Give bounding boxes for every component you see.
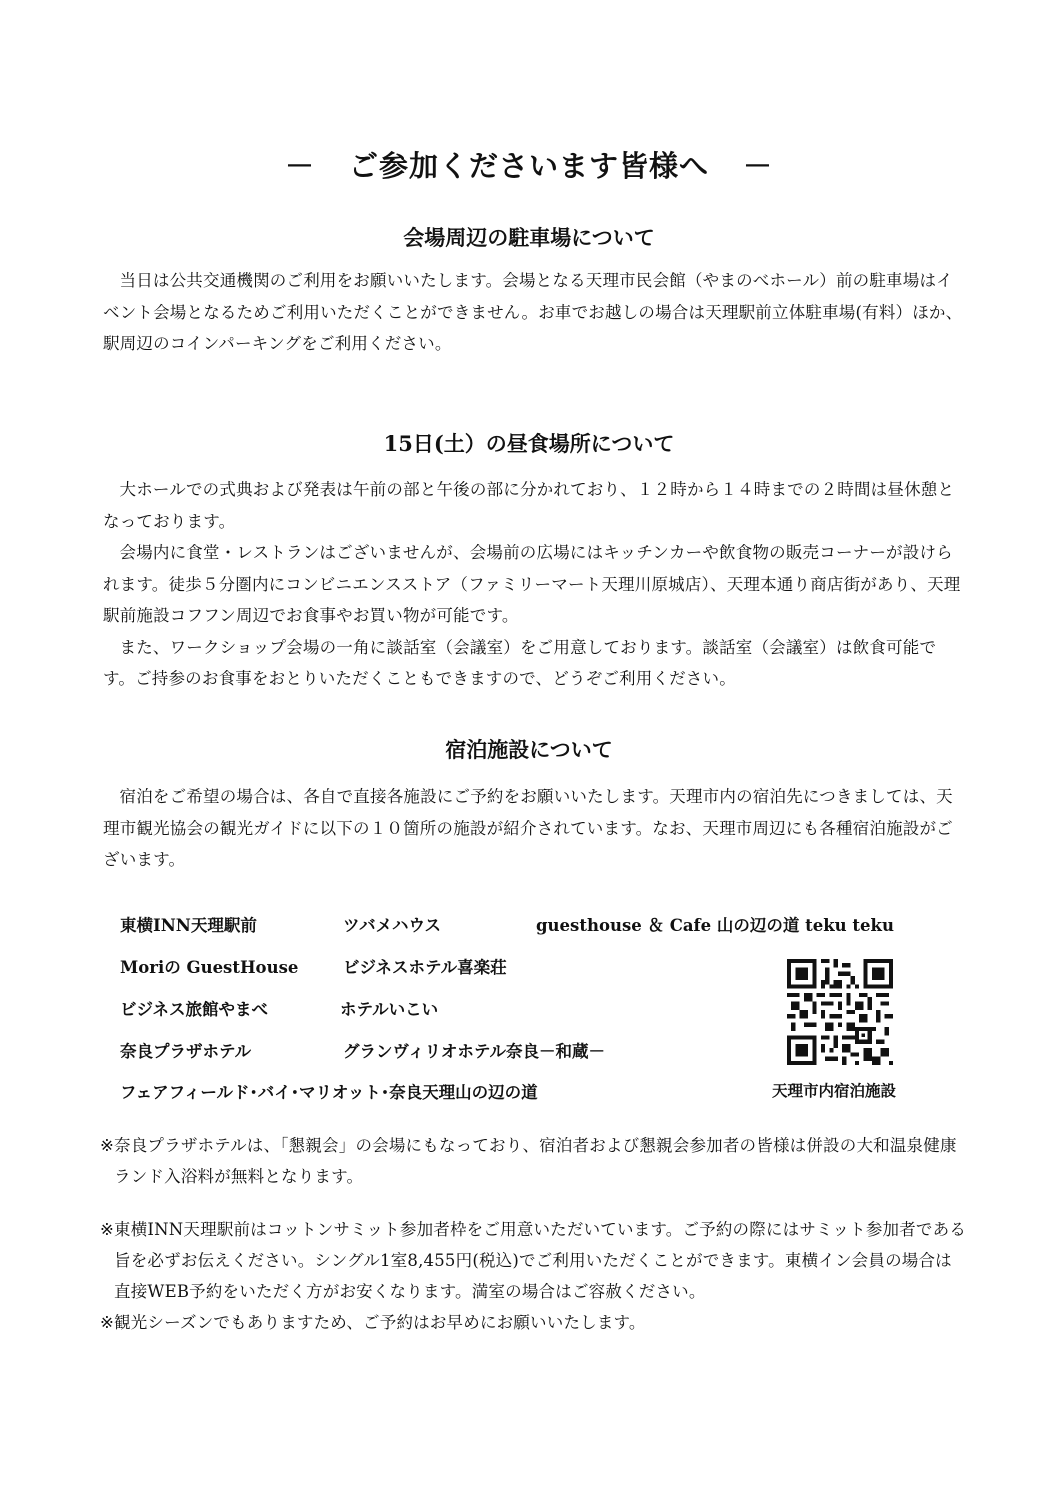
hotel-item: ビジネス旅館やまべ bbox=[120, 1000, 269, 1019]
hotel-item: Moriの GuestHouse bbox=[120, 958, 299, 977]
note-mark: ※ bbox=[100, 1313, 115, 1332]
note-text: 観光シーズンでもありますため、ご予約はお早めにお願いいたします。 bbox=[114, 1313, 646, 1332]
lunch-heading: 15日(土）の昼食場所について bbox=[383, 431, 675, 456]
hotel-item: グランヴィリオホテル奈良－和蔵－ bbox=[343, 1042, 606, 1061]
title-dash-right: － bbox=[743, 149, 774, 183]
lunch-section bbox=[103, 474, 963, 695]
lodging-section bbox=[103, 781, 963, 876]
parking-heading: 会場周辺の駐車場について bbox=[403, 225, 655, 250]
lodging-heading: 宿泊施設について bbox=[445, 737, 613, 762]
qr-code-icon[interactable] bbox=[787, 959, 893, 1065]
notes-section bbox=[100, 1130, 966, 1338]
hotel-item: 奈良プラザホテル bbox=[120, 1042, 252, 1061]
lunch-paragraph-1: 大ホールでの式典および発表は午前の部と午後の部に分かれており、１２時から１４時までの２時間は昼休憩となっております。 bbox=[103, 480, 955, 531]
hotel-item: ツバメハウス bbox=[343, 916, 442, 935]
lunch-paragraph-3: また、ワークショップ会場の一角に談話室（会議室）をご用意しております。談話室（会議室）は飲食可能です。ご持参のお食事をおとりいただくこともできますので、どうぞご利用ください。 bbox=[103, 637, 937, 688]
note-item bbox=[100, 1307, 966, 1338]
lodging-paragraph: 宿泊をご希望の場合は、各自で直接各施設にご予約をお願いいたします。天理市内の宿泊先につきましては、天理市観光協会の観光ガイドに以下の１０箇所の施設が紹介されています。なお、天理市周辺にも各種宿泊施設がございます。 bbox=[103, 787, 953, 869]
hotel-item: 東横INN天理駅前 bbox=[120, 916, 257, 935]
hotel-item: フェアフィールド･バイ･マリオット･奈良天理山の辺の道 bbox=[120, 1083, 538, 1102]
hotel-item: ホテルいこい bbox=[340, 1000, 439, 1019]
note-text: 東横INN天理駅前はコットンサミット参加者枠をご用意いただいています。ご予約の際にはサミット参加者である旨を必ずお伝えください。シングル1室8,455円(税込)でご利用いただくことができます。東横イン会員の場合は直接WEB予約をいただく方がお安くなります。満室の場合はご容赦ください。 bbox=[114, 1220, 967, 1301]
lunch-paragraph-2: 会場内に食堂・レストランはございませんが、会場前の広場にはキッチンカーや飲食物の販売コーナーが設けられます。徒歩５分圏内にコンビニエンスストア（ファミリーマート天理川原城店）、天理本通り商店街があり、天理駅前施設コフフン周辺でお食事やお買い物が可能です。 bbox=[103, 543, 961, 625]
note-mark: ※ bbox=[100, 1136, 115, 1155]
hotel-item: ビジネスホテル喜楽荘 bbox=[343, 958, 507, 977]
title-text: ご参加くださいます皆様へ bbox=[348, 149, 709, 183]
qr-caption: 天理市内宿泊施設 bbox=[772, 1081, 897, 1100]
note-mark: ※ bbox=[100, 1220, 115, 1239]
hotel-item: guesthouse ＆ Cafe 山の辺の道 teku teku bbox=[536, 916, 894, 935]
parking-section bbox=[103, 265, 963, 360]
title-dash-left: － bbox=[284, 149, 315, 183]
note-text: 奈良プラザホテルは、「懇親会」の会場にもなっており、宿泊者および懇親会参加者の皆様は併設の大和温泉健康ランド入浴料が無料となります。 bbox=[114, 1136, 957, 1186]
parking-paragraph: 当日は公共交通機関のご利用をお願いいたします。会場となる天理市民会館（やまのべホール）前の駐車場はイベント会場となるためご利用いただくことができません。お車でお越しの場合は天理駅前立体駐車場(有料）ほか、駅周辺のコインパーキングをご利用ください。 bbox=[103, 271, 963, 353]
page-title bbox=[0, 144, 1058, 185]
note-item bbox=[100, 1214, 966, 1307]
note-item bbox=[100, 1130, 966, 1192]
